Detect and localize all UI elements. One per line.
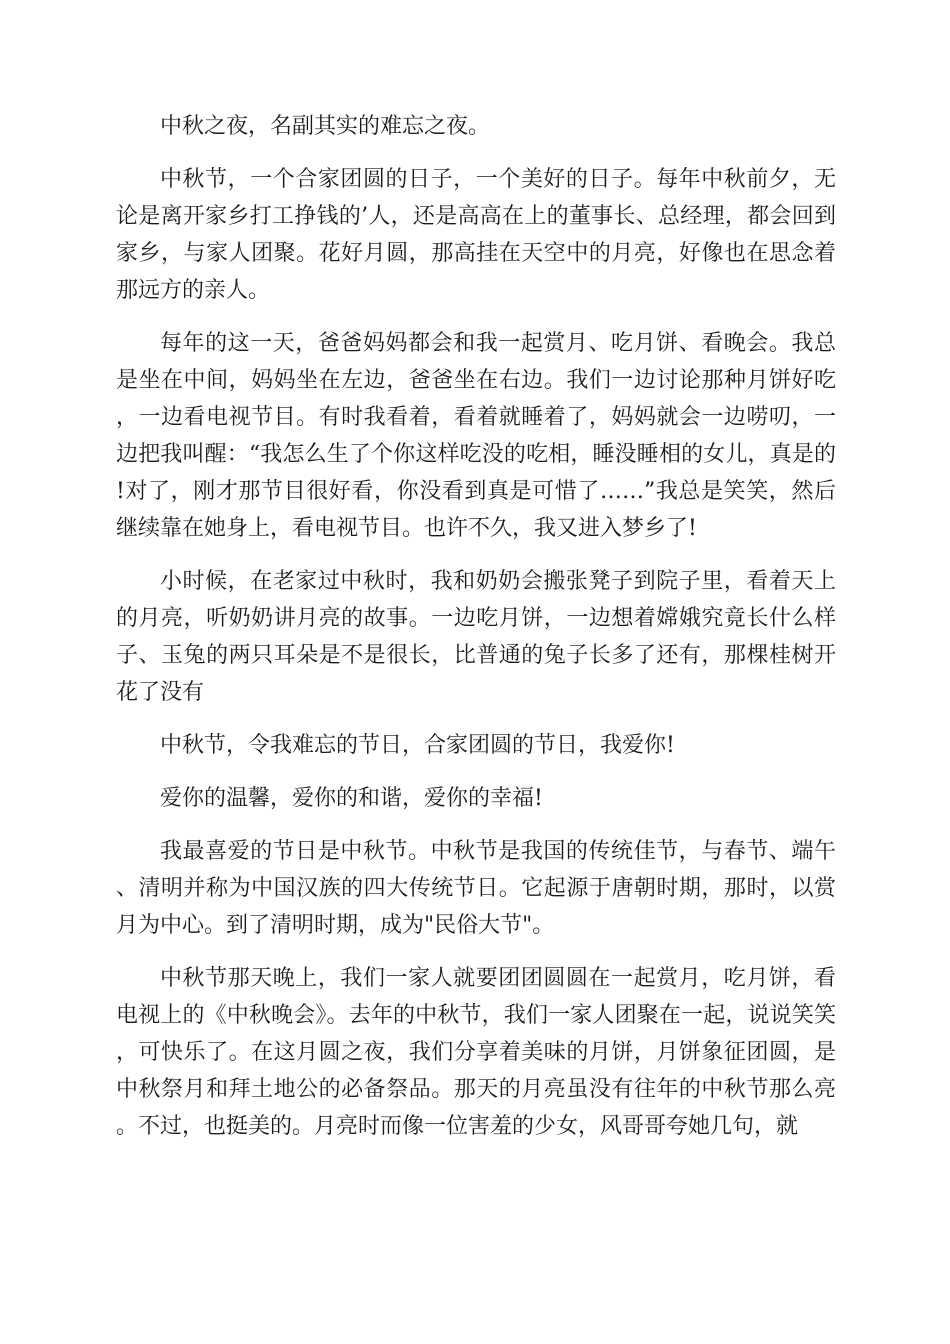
paragraph: 中秋节，令我难忘的节日，合家团圆的节日，我爱你! bbox=[160, 733, 675, 758]
paragraph: 小时候，在老家过中秋时，我和奶奶会搬张凳子到院子里，看着天上的月亮，听奶奶讲月亮的故事。一边吃月饼，一边想着嫦娥究竟长什么样子、玉兔的两只耳朵是不是很长，比普通的兔子长多了还有，那棵桂树开花了没有 bbox=[116, 569, 836, 705]
paragraph: 中秋之夜，名副其实的难忘之夜。 bbox=[160, 114, 491, 139]
document-body bbox=[116, 108, 836, 1161]
paragraph: 我最喜爱的节日是中秋节。中秋节是我国的传统佳节，与春节、端午、清明并称为中国汉族的四大传统节日。它起源于唐朝时期，那时，以赏月为中心。到了清明时期，成为"民俗大节"。 bbox=[116, 839, 836, 938]
paragraph: 爱你的温馨，爱你的和谐，爱你的幸福! bbox=[160, 786, 543, 811]
paragraph: 中秋节那天晚上，我们一家人就要团团圆圆在一起赏月，吃月饼，看电视上的《中秋晚会》。去年的中秋节，我们一家人团聚在一起，说说笑笑，可快乐了。在这月圆之夜，我们分享着美味的月饼，月饼象征团圆，是中秋祭月和拜土地公的必备祭品。那天的月亮虽没有往年的中秋节那么亮。不过，也挺美的。月亮时而像一位害羞的少女，风哥哥夸她几句，就 bbox=[116, 966, 836, 1139]
paragraph: 中秋节，一个合家团圆的日子，一个美好的日子。每年中秋前夕，无论是离开家乡打工挣钱的’人，还是高高在上的董事长、总经理，都会回到家乡，与家人团聚。花好月圆，那高挂在天空中的月亮，好像也在思念着那远方的亲人。 bbox=[116, 167, 836, 303]
paragraph: 每年的这一天，爸爸妈妈都会和我一起赏月、吃月饼、看晚会。我总是坐在中间，妈妈坐在左边，爸爸坐在右边。我们一边讨论那种月饼好吃，一边看电视节目。有时我看着，看着就睡着了，妈妈就会一边唠叨，一边把我叫醒：“我怎么生了个你这样吃没的吃相，睡没睡相的女儿，真是的!对了，刚才那节目很好看，你没看到真是可惜了……”我总是笑笑，然后继续靠在她身上，看电视节目。也许不久，我又进入梦乡了! bbox=[116, 331, 836, 541]
